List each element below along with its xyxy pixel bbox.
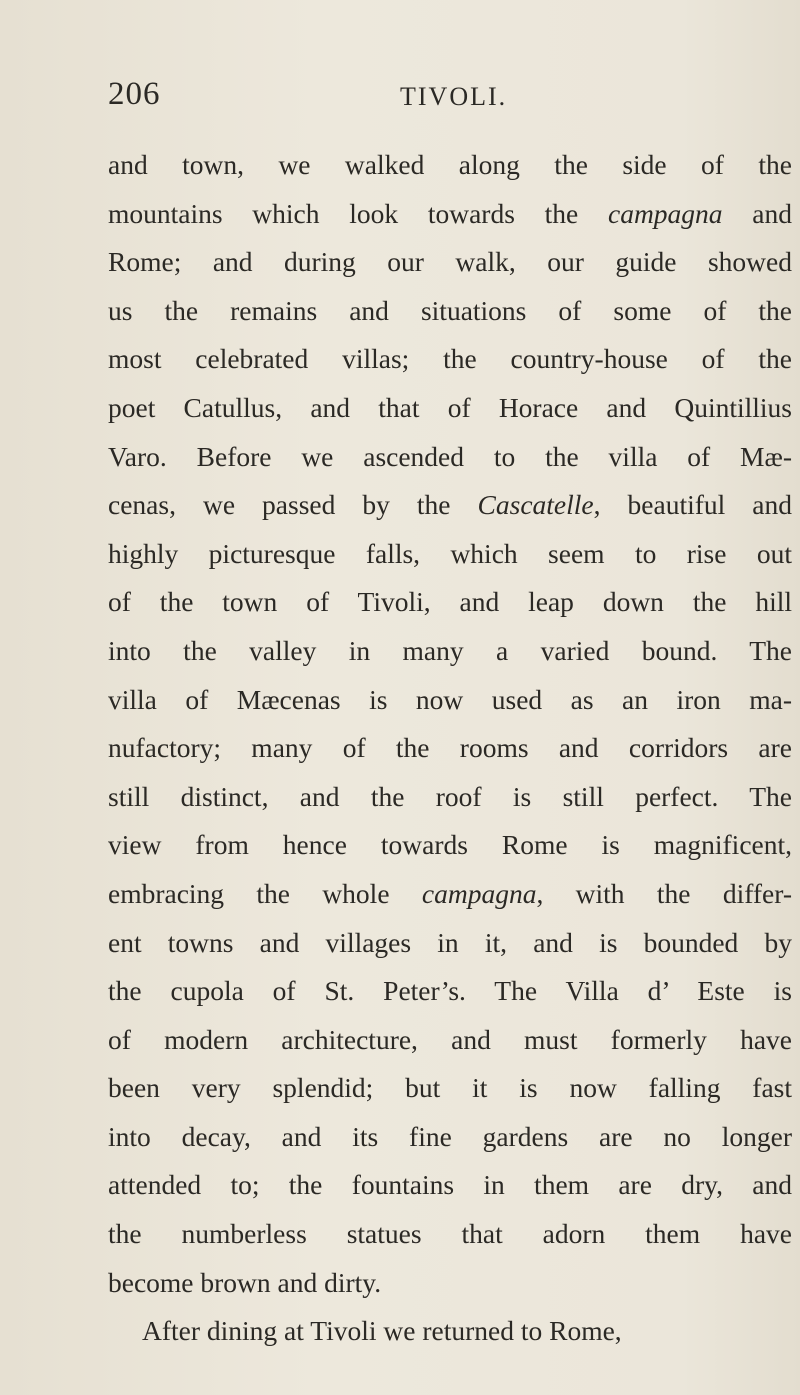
body-text [108, 141, 792, 1356]
text-line: attended to; the fountains in them are dry, and [108, 1169, 792, 1201]
text-line: mountains which look towards the campagna and [108, 197, 792, 229]
text-line: of the town of Tivoli, and leap down the hill [108, 586, 792, 618]
text-line: Varo. Before we ascended to the villa of Mæ- [108, 440, 792, 472]
text-line: view from hence towards Rome is magnificent, [108, 829, 792, 861]
text-line: poet Catullus, and that of Horace and Quintillius [108, 391, 792, 423]
text-line: still distinct, and the roof is still perfect. The [108, 780, 792, 812]
text-line: and town, we walked along the side of the [108, 149, 792, 180]
text-line: After dining at Tivoli we returned to Rome, [142, 1315, 622, 1347]
text-line: into the valley in many a varied bound. The [108, 634, 792, 666]
text-line: us the remains and situations of some of the [108, 294, 792, 326]
text-line: most celebrated villas; the country-house of the [108, 343, 792, 375]
text-line: highly picturesque falls, which seem to rise out [108, 537, 792, 569]
text-line: Rome; and during our walk, our guide showed [108, 246, 792, 278]
text-line: into decay, and its fine gardens are no longer [108, 1120, 792, 1152]
text-line: nufactory; many of the rooms and corridors are [108, 732, 792, 764]
text-line: been very splendid; but it is now falling fast [108, 1072, 792, 1104]
page-number: 206 [108, 76, 161, 112]
running-head: TIVOLI. [400, 82, 508, 111]
text-line: become brown and dirty. [108, 1266, 382, 1298]
text-line: cenas, we passed by the Cascatelle, beautiful and [108, 489, 792, 521]
text-line: villa of Mæcenas is now used as an iron ma- [108, 683, 792, 715]
text-line: the cupola of St. Peter’s. The Villa d’ Este is [108, 975, 792, 1007]
text-line: ent towns and villages in it, and is bounded by [108, 926, 792, 958]
text-line: the numberless statues that adorn them have [108, 1218, 792, 1250]
text-line: of modern architecture, and must formerly have [108, 1023, 792, 1055]
text-line: embracing the whole campagna, with the differ- [108, 877, 792, 909]
page-header [108, 76, 768, 120]
